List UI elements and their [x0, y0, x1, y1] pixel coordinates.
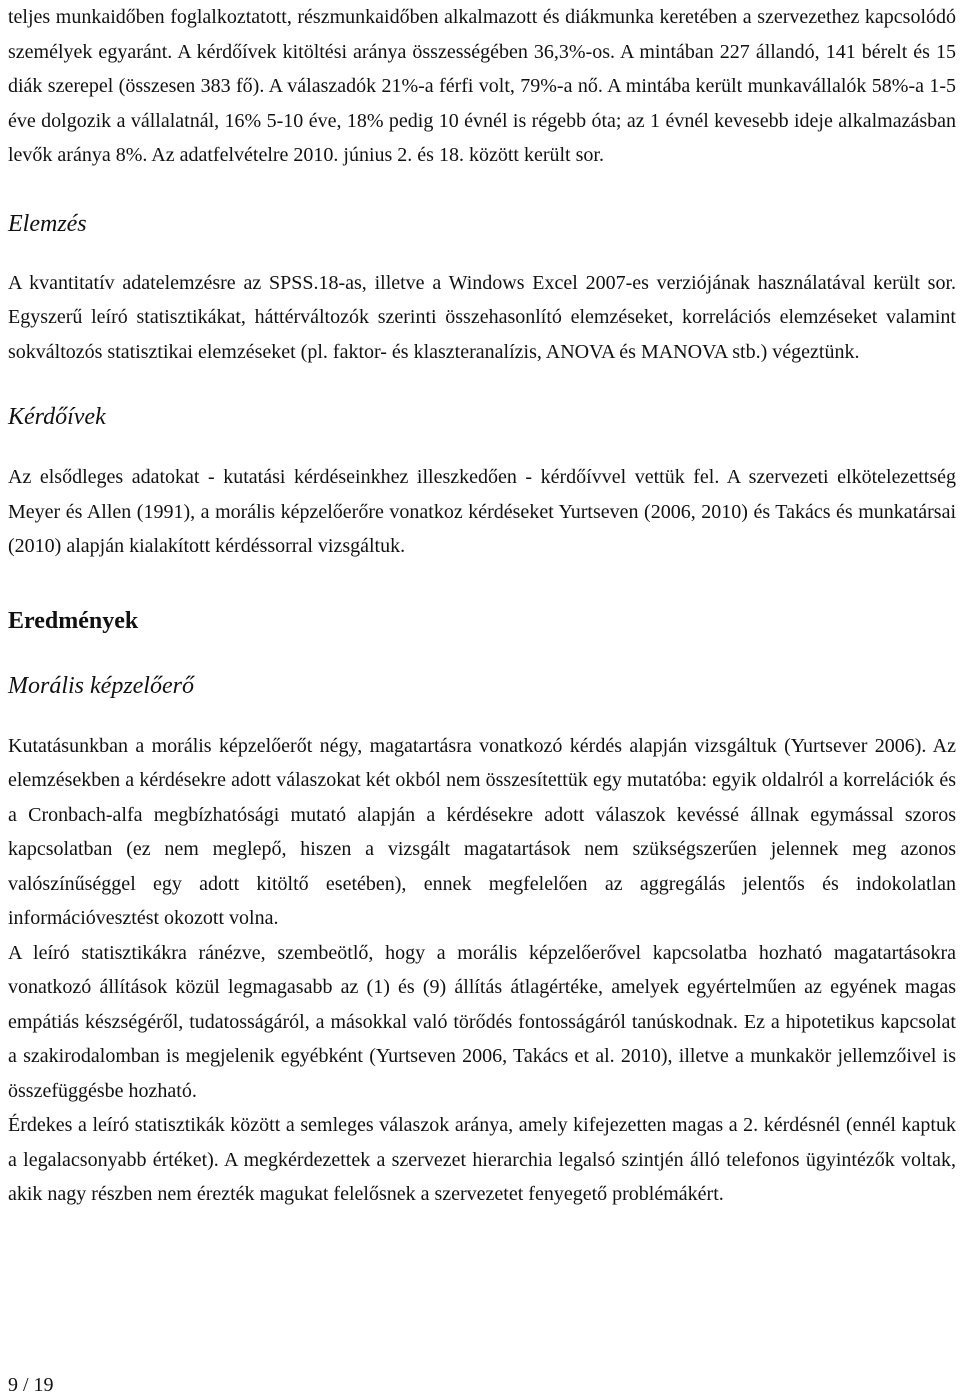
elemzes-paragraph: A kvantitatív adatelemzésre az SPSS.18-as, illetve a Windows Excel 2007-es verziójának használatával került sor. Egyszerű leíró statisztikákat, háttérváltozók szerinti összehasonlító elemzéseket, korrelációs elemzéseket valamint sokváltozós statisztikai elemzéseket (pl. faktor- és klaszteranalízis, ANOVA és MANOVA stb.) végeztünk. [8, 271, 956, 363]
page-number: 9 / 19 [8, 1374, 54, 1396]
section-heading-elemzes: Elemzés [8, 210, 87, 237]
moralis-paragraph-1: Kutatásunkban a morális képzelőerőt négy, magatartásra vonatkozó kérdés alapján vizsgáltuk (Yurtsever 2006). Az elemzésekben a kérdésekre adott válaszokat két okból nem összesítettük egy mutatóba: egyik oldalról a korrelációk és a Cronbach-alfa megbízhatósági mutató alapján a kérdésekre adott válaszok kevéssé állnak egymással szoros kapcsolatban (ez nem meglepő, hiszen a vizsgált magatartások nem szükségszerűen jelennek meg azonos valószínűséggel egy adott kitöltő esetében), ennek megfelelően az aggregálás jelentős és indokolatlan információvesztést okozott volna. [8, 734, 956, 929]
moralis-paragraph-3: Érdekes a leíró statisztikák között a semleges válaszok aránya, amely kifejezetten magas a 2. kérdésnél (ennél kaptuk a legalacsonyabb értéket). A megkérdezettek a szervezet hierarchia legalsó szintjén álló telefonos ügyintézők voltak, akik nagy részben nem érezték magukat felelősnek a szervezetet fenyegető problémákért. [8, 1114, 956, 1205]
moralis-paragraph-2: A leíró statisztikákra ránézve, szembeötlő, hogy a morális képzelőerővel kapcsolatba hozható magatartásokra vonatkozó állítások közül legmagasabb az (1) és (9) állítás átlagértéke, amelyek egyértelműen az egyének magas empátiás készségéről, tudatosságáról, a másokkal való törődés fontosságáról tanúskodnak. Ez a hipotetikus kapcsolat a szakirodalomban is megjelenik egyébként (Yurtseven 2006, Takács et al. 2010), illetve a munkakör jellemzőivel is összefüggésbe hozható. [8, 941, 956, 1102]
document-page [8, 0, 956, 1212]
section-heading-eredmenyek: Eredmények [8, 607, 139, 634]
kerdoivek-paragraph: Az elsődleges adatokat - kutatási kérdéseinkhez illeszkedően - kérdőívvel vettük fel. A szervezeti elkötelezettség Meyer és Allen (1991), a morális képzelőerőre vonatkoz kérdéseket Yurtseven (2006, 2010) és Takács és munkatársai (2010) alapján kialakított kérdéssorral vizsgáltuk. [8, 466, 956, 557]
section-heading-kerdoivek: Kérdőívek [8, 404, 106, 430]
intro-paragraph: teljes munkaidőben foglalkoztatott, részmunkaidőben alkalmazott és diákmunka keretében a szervezethez kapcsolódó személyek egyaránt. A kérdőívek kitöltési aránya összességében 36,3%-os. A mintában 227 állandó, 141 bérelt és 15 diák szerepel (összesen 383 fő). A válaszadók 21%-a férfi volt, 79%-a nő. A mintába került munkavállalók 58%-a 1-5 éve dolgozik a vállalatnál, 16% 5-10 éve, 18% pedig 10 évnél is régebb óta; az 1 évnél kevesebb ideje alkalmazásban levők aránya 8%. Az adatfelvételre 2010. június 2. és 18. között került sor. [8, 6, 956, 166]
section-heading-moralis: Morális képzelőerő [8, 672, 194, 699]
